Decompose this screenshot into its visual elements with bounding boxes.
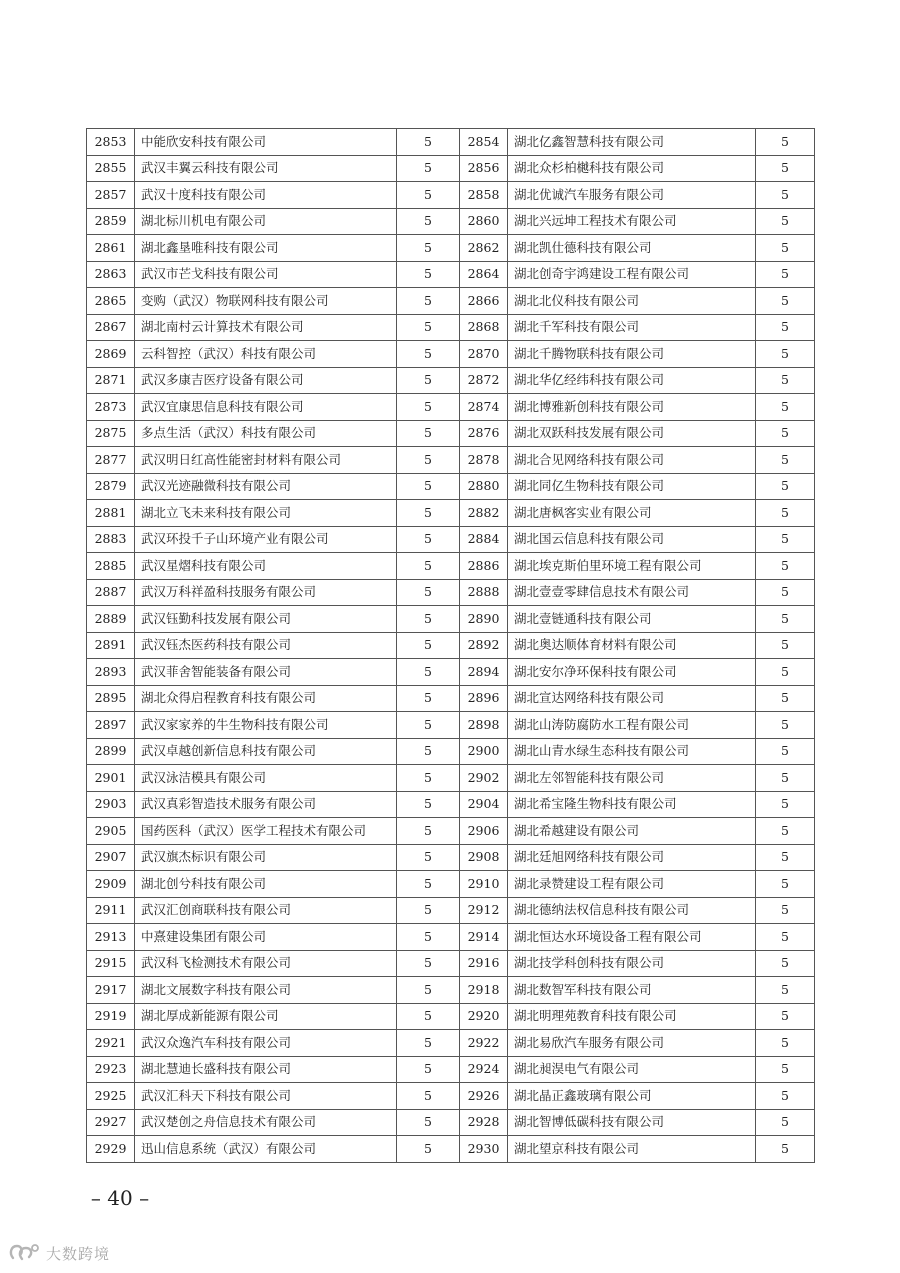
company-name: 湖北鑫垦唯科技有限公司 [135,235,397,262]
score-value: 5 [397,235,460,262]
score-value: 5 [397,950,460,977]
row-number: 2902 [460,765,508,792]
table-row [87,738,815,765]
score-value: 5 [756,844,815,871]
company-name: 湖北创兮科技有限公司 [135,871,397,898]
table-row [87,208,815,235]
company-name: 湖北山涛防腐防水工程有限公司 [508,712,756,739]
score-value: 5 [756,394,815,421]
score-value: 5 [756,579,815,606]
score-value: 5 [756,632,815,659]
row-number: 2905 [87,818,135,845]
table-row [87,341,815,368]
company-name: 湖北双跃科技发展有限公司 [508,420,756,447]
row-number: 2897 [87,712,135,739]
company-name: 湖北录赞建设工程有限公司 [508,871,756,898]
company-name: 湖北技学科创科技有限公司 [508,950,756,977]
row-number: 2876 [460,420,508,447]
company-name: 武汉多康吉医疗设备有限公司 [135,367,397,394]
table-row [87,1109,815,1136]
row-number: 2899 [87,738,135,765]
score-value: 5 [756,659,815,686]
row-number: 2879 [87,473,135,500]
row-number: 2904 [460,791,508,818]
row-number: 2878 [460,447,508,474]
company-name: 武汉卓越创新信息科技有限公司 [135,738,397,765]
row-number: 2927 [87,1109,135,1136]
row-number: 2921 [87,1030,135,1057]
company-name: 武汉泳洁模具有限公司 [135,765,397,792]
company-name: 武汉环投千子山环境产业有限公司 [135,526,397,553]
row-number: 2863 [87,261,135,288]
company-name: 云科智控（武汉）科技有限公司 [135,341,397,368]
score-value: 5 [756,738,815,765]
row-number: 2910 [460,871,508,898]
row-number: 2912 [460,897,508,924]
company-name: 湖北德纳法权信息科技有限公司 [508,897,756,924]
row-number: 2928 [460,1109,508,1136]
row-number: 2883 [87,526,135,553]
row-number: 2872 [460,367,508,394]
company-name: 湖北希宝隆生物科技有限公司 [508,791,756,818]
table-row [87,791,815,818]
table-row [87,606,815,633]
score-value: 5 [756,182,815,209]
row-number: 2855 [87,155,135,182]
row-number: 2917 [87,977,135,1004]
company-name: 湖北易欣汽车服务有限公司 [508,1030,756,1057]
row-number: 2895 [87,685,135,712]
brand-logo-icon [8,1242,42,1264]
score-value: 5 [756,367,815,394]
score-value: 5 [756,712,815,739]
row-number: 2866 [460,288,508,315]
row-number: 2880 [460,473,508,500]
company-name: 湖北优诚汽车服务有限公司 [508,182,756,209]
score-value: 5 [397,394,460,421]
table-row [87,420,815,447]
score-value: 5 [397,553,460,580]
row-number: 2930 [460,1136,508,1163]
row-number: 2911 [87,897,135,924]
table-row [87,129,815,156]
score-value: 5 [756,208,815,235]
company-name: 湖北博雅新创科技有限公司 [508,394,756,421]
company-name: 武汉楚创之舟信息技术有限公司 [135,1109,397,1136]
row-number: 2867 [87,314,135,341]
row-number: 2907 [87,844,135,871]
score-value: 5 [397,129,460,156]
score-value: 5 [397,420,460,447]
company-name: 武汉汇创商联科技有限公司 [135,897,397,924]
company-name: 武汉菲舍智能装备有限公司 [135,659,397,686]
row-number: 2913 [87,924,135,951]
score-value: 5 [397,473,460,500]
table-row [87,261,815,288]
row-number: 2915 [87,950,135,977]
row-number: 2891 [87,632,135,659]
score-value: 5 [397,1136,460,1163]
company-name: 湖北唐枫客实业有限公司 [508,500,756,527]
score-value: 5 [397,818,460,845]
score-value: 5 [756,447,815,474]
table-row [87,526,815,553]
row-number: 2916 [460,950,508,977]
company-name: 武汉众逸汽车科技有限公司 [135,1030,397,1057]
score-value: 5 [397,1056,460,1083]
row-number: 2903 [87,791,135,818]
score-value: 5 [756,791,815,818]
table-row [87,818,815,845]
score-value: 5 [756,606,815,633]
company-name: 武汉汇科天下科技有限公司 [135,1083,397,1110]
company-name: 湖北左邻智能科技有限公司 [508,765,756,792]
row-number: 2893 [87,659,135,686]
company-name: 湖北壹壹零肆信息技术有限公司 [508,579,756,606]
company-name: 湖北山青水绿生态科技有限公司 [508,738,756,765]
score-value: 5 [397,288,460,315]
score-value: 5 [756,129,815,156]
row-number: 2925 [87,1083,135,1110]
table-row [87,871,815,898]
score-value: 5 [397,261,460,288]
watermark-text: 大数跨境 [46,1244,111,1263]
watermark [8,1242,110,1264]
enterprise-list-table [86,128,815,1163]
row-number: 2882 [460,500,508,527]
company-name: 湖北宣达网络科技有限公司 [508,685,756,712]
company-name: 迅山信息系统（武汉）有限公司 [135,1136,397,1163]
company-name: 湖北数智军科技有限公司 [508,977,756,1004]
table-row [87,553,815,580]
score-value: 5 [756,924,815,951]
table-row [87,1056,815,1083]
score-value: 5 [756,420,815,447]
score-value: 5 [397,659,460,686]
table-row [87,1083,815,1110]
row-number: 2888 [460,579,508,606]
table-row [87,314,815,341]
score-value: 5 [397,685,460,712]
score-value: 5 [756,1136,815,1163]
score-value: 5 [756,897,815,924]
score-value: 5 [397,500,460,527]
company-name: 湖北明理苑教育科技有限公司 [508,1003,756,1030]
company-name: 湖北千腾物联科技有限公司 [508,341,756,368]
score-value: 5 [756,685,815,712]
score-value: 5 [756,1003,815,1030]
score-value: 5 [756,288,815,315]
company-name: 武汉万科祥盈科技服务有限公司 [135,579,397,606]
row-number: 2922 [460,1030,508,1057]
row-number: 2864 [460,261,508,288]
company-name: 湖北同亿生物科技有限公司 [508,473,756,500]
row-number: 2906 [460,818,508,845]
score-value: 5 [397,447,460,474]
company-name: 湖北立飞未来科技有限公司 [135,500,397,527]
table-row [87,447,815,474]
score-value: 5 [397,1003,460,1030]
company-name: 湖北众杉柏樾科技有限公司 [508,155,756,182]
score-value: 5 [397,765,460,792]
table-row [87,235,815,262]
row-number: 2877 [87,447,135,474]
table-row [87,632,815,659]
score-value: 5 [397,632,460,659]
row-number: 2886 [460,553,508,580]
row-number: 2924 [460,1056,508,1083]
company-name: 湖北安尔净环保科技有限公司 [508,659,756,686]
score-value: 5 [756,553,815,580]
company-name: 湖北恒达水环境设备工程有限公司 [508,924,756,951]
score-value: 5 [397,871,460,898]
table-row [87,182,815,209]
row-number: 2923 [87,1056,135,1083]
row-number: 2858 [460,182,508,209]
score-value: 5 [397,977,460,1004]
company-name: 武汉真彩智造技术服务有限公司 [135,791,397,818]
score-value: 5 [397,1030,460,1057]
score-value: 5 [756,950,815,977]
score-value: 5 [756,500,815,527]
row-number: 2871 [87,367,135,394]
row-number: 2861 [87,235,135,262]
company-name: 湖北凯仕德科技有限公司 [508,235,756,262]
company-name: 湖北南村云计算技术有限公司 [135,314,397,341]
company-name: 湖北合见网络科技有限公司 [508,447,756,474]
company-name: 中能欣安科技有限公司 [135,129,397,156]
row-number: 2870 [460,341,508,368]
company-name: 湖北千军科技有限公司 [508,314,756,341]
row-number: 2909 [87,871,135,898]
score-value: 5 [397,738,460,765]
company-name: 武汉光迹融微科技有限公司 [135,473,397,500]
table-row [87,394,815,421]
company-name: 湖北创奇宇鸿建设工程有限公司 [508,261,756,288]
row-number: 2873 [87,394,135,421]
company-name: 湖北文展数字科技有限公司 [135,977,397,1004]
company-name: 湖北国云信息科技有限公司 [508,526,756,553]
table-row [87,977,815,1004]
row-number: 2868 [460,314,508,341]
company-name: 湖北北仪科技有限公司 [508,288,756,315]
company-name: 湖北望京科技有限公司 [508,1136,756,1163]
row-number: 2854 [460,129,508,156]
score-value: 5 [756,871,815,898]
row-number: 2901 [87,765,135,792]
table-row [87,765,815,792]
company-name: 湖北厚成新能源有限公司 [135,1003,397,1030]
row-number: 2926 [460,1083,508,1110]
company-name: 湖北奥达顺体育材料有限公司 [508,632,756,659]
row-number: 2898 [460,712,508,739]
row-number: 2900 [460,738,508,765]
score-value: 5 [397,182,460,209]
company-name: 湖北晶正鑫玻璃有限公司 [508,1083,756,1110]
table-row [87,1030,815,1057]
score-value: 5 [397,155,460,182]
row-number: 2892 [460,632,508,659]
company-name: 变购（武汉）物联网科技有限公司 [135,288,397,315]
score-value: 5 [397,208,460,235]
row-number: 2869 [87,341,135,368]
company-name: 湖北壹链通科技有限公司 [508,606,756,633]
row-number: 2914 [460,924,508,951]
table-row [87,367,815,394]
company-name: 武汉十度科技有限公司 [135,182,397,209]
row-number: 2853 [87,129,135,156]
table-row [87,950,815,977]
table-row [87,1136,815,1163]
score-value: 5 [756,818,815,845]
score-value: 5 [756,1030,815,1057]
score-value: 5 [397,897,460,924]
row-number: 2857 [87,182,135,209]
row-number: 2875 [87,420,135,447]
score-value: 5 [397,1109,460,1136]
score-value: 5 [397,367,460,394]
row-number: 2890 [460,606,508,633]
company-name: 武汉钰杰医药科技有限公司 [135,632,397,659]
score-value: 5 [756,1109,815,1136]
company-name: 湖北华亿经纬科技有限公司 [508,367,756,394]
row-number: 2896 [460,685,508,712]
score-value: 5 [756,977,815,1004]
score-value: 5 [397,791,460,818]
company-name: 湖北智博低碳科技有限公司 [508,1109,756,1136]
table-row [87,473,815,500]
company-name: 湖北慧迪长盛科技有限公司 [135,1056,397,1083]
company-name: 湖北标川机电有限公司 [135,208,397,235]
row-number: 2881 [87,500,135,527]
row-number: 2929 [87,1136,135,1163]
score-value: 5 [397,712,460,739]
score-value: 5 [397,606,460,633]
company-name: 武汉星熠科技有限公司 [135,553,397,580]
row-number: 2919 [87,1003,135,1030]
row-number: 2885 [87,553,135,580]
table-row [87,500,815,527]
company-name: 武汉丰翼云科技有限公司 [135,155,397,182]
company-name: 武汉宜康思信息科技有限公司 [135,394,397,421]
table-row [87,844,815,871]
score-value: 5 [756,235,815,262]
page-number: – 40 – [90,1186,150,1210]
row-number: 2860 [460,208,508,235]
row-number: 2887 [87,579,135,606]
table-row [87,659,815,686]
score-value: 5 [756,765,815,792]
company-name: 湖北众得启程教育科技有限公司 [135,685,397,712]
table-row [87,155,815,182]
score-value: 5 [397,314,460,341]
score-value: 5 [756,473,815,500]
score-value: 5 [756,261,815,288]
company-name: 湖北兴远坤工程技术有限公司 [508,208,756,235]
score-value: 5 [397,579,460,606]
score-value: 5 [756,526,815,553]
table-row [87,288,815,315]
row-number: 2918 [460,977,508,1004]
row-number: 2884 [460,526,508,553]
table-row [87,579,815,606]
table-row [87,1003,815,1030]
enterprise-list-body [87,129,815,1163]
score-value: 5 [397,924,460,951]
table-row [87,712,815,739]
company-name: 武汉旗杰标识有限公司 [135,844,397,871]
company-name: 湖北埃克斯伯里环境工程有限公司 [508,553,756,580]
table-row [87,897,815,924]
row-number: 2862 [460,235,508,262]
score-value: 5 [397,844,460,871]
company-name: 武汉市芒戈科技有限公司 [135,261,397,288]
score-value: 5 [756,1083,815,1110]
score-value: 5 [756,155,815,182]
score-value: 5 [756,314,815,341]
company-name: 武汉钰勤科技发展有限公司 [135,606,397,633]
row-number: 2889 [87,606,135,633]
score-value: 5 [397,1083,460,1110]
company-name: 国药医科（武汉）医学工程技术有限公司 [135,818,397,845]
table-row [87,924,815,951]
company-name: 湖北亿鑫智慧科技有限公司 [508,129,756,156]
score-value: 5 [756,1056,815,1083]
company-name: 湖北昶淏电气有限公司 [508,1056,756,1083]
company-name: 武汉明日红高性能密封材料有限公司 [135,447,397,474]
row-number: 2908 [460,844,508,871]
row-number: 2856 [460,155,508,182]
row-number: 2859 [87,208,135,235]
score-value: 5 [397,341,460,368]
company-name: 湖北希越建设有限公司 [508,818,756,845]
row-number: 2874 [460,394,508,421]
company-name: 湖北廷旭网络科技有限公司 [508,844,756,871]
table-row [87,685,815,712]
company-name: 中熹建设集团有限公司 [135,924,397,951]
score-value: 5 [756,341,815,368]
company-name: 武汉家家养的牛生物科技有限公司 [135,712,397,739]
company-name: 武汉科飞检测技术有限公司 [135,950,397,977]
row-number: 2894 [460,659,508,686]
score-value: 5 [397,526,460,553]
company-name: 多点生活（武汉）科技有限公司 [135,420,397,447]
row-number: 2865 [87,288,135,315]
row-number: 2920 [460,1003,508,1030]
